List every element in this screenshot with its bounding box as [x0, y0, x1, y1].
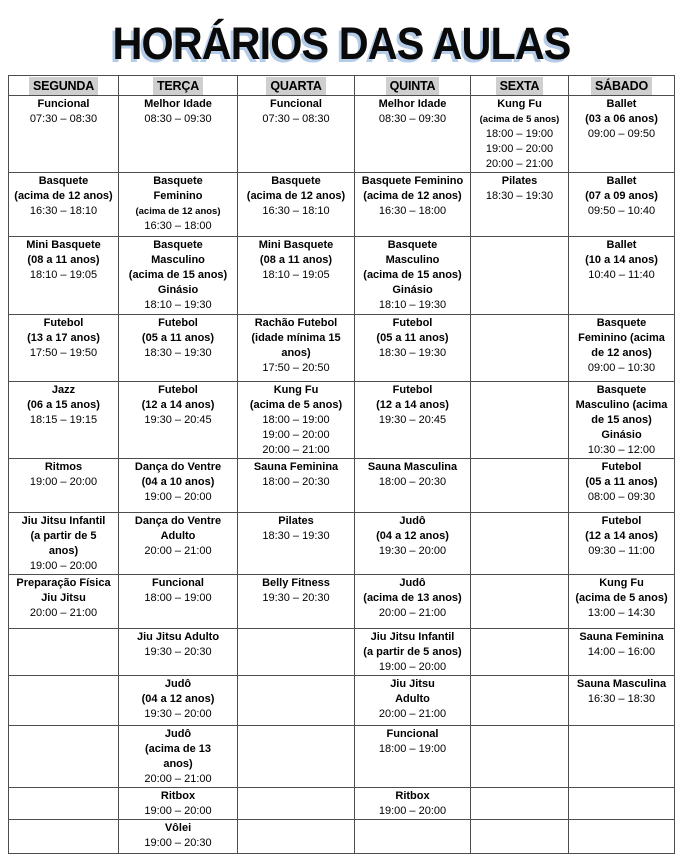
class-time-line: 19:30 – 20:00 — [378, 545, 447, 557]
class-cell — [9, 575, 119, 629]
class-name-line: Basquete — [596, 384, 647, 396]
class-cell — [9, 96, 119, 173]
class-time-line: 08:30 – 09:30 — [144, 113, 212, 125]
table-row — [9, 315, 675, 382]
class-cell — [119, 237, 238, 315]
class-cell — [355, 513, 471, 575]
class-name-line: Basquete — [387, 239, 438, 251]
class-time-line: 09:00 – 09:50 — [587, 128, 656, 140]
table-row — [9, 575, 675, 629]
class-name-line: Sauna Feminina — [253, 461, 339, 473]
class-time-line: 20:00 – 21:00 — [485, 158, 554, 170]
class-cell — [238, 382, 355, 459]
class-name-line: Dança do Ventre — [134, 515, 222, 527]
class-name-line: Masculino — [151, 254, 205, 266]
class-time-line: 18:10 – 19:30 — [144, 299, 212, 311]
class-cell — [238, 237, 355, 315]
day-header-row — [9, 76, 675, 96]
class-cell — [238, 173, 355, 237]
table-row — [9, 820, 675, 854]
empty-cell — [471, 726, 569, 788]
class-time-line: 09:00 – 10:30 — [587, 362, 656, 374]
class-name-line: (10 a 14 anos) — [585, 254, 658, 266]
class-time-line: 19:00 – 20:00 — [378, 805, 447, 817]
class-time-line: 18:00 – 19:00 — [485, 128, 554, 140]
class-time-line: 16:30 – 18:10 — [29, 205, 98, 217]
table-row — [9, 788, 675, 820]
empty-cell — [471, 629, 569, 676]
class-time-line: 10:40 – 11:40 — [588, 269, 655, 281]
class-name-line: Basquete Feminino — [361, 175, 464, 187]
class-name-line: Futebol — [43, 317, 84, 329]
class-time-line: 19:00 – 20:00 — [378, 661, 447, 673]
class-cell — [119, 788, 238, 820]
class-time-line: 19:00 – 20:00 — [29, 560, 98, 572]
class-name-line: Funcional — [386, 728, 439, 740]
class-time-line: 18:30 – 19:30 — [262, 530, 330, 542]
class-name-line: Adulto — [160, 530, 196, 542]
class-cell — [119, 820, 238, 854]
class-name-line: Judô — [164, 728, 192, 740]
class-time-line: 09:50 – 10:40 — [587, 205, 656, 217]
class-cell — [119, 96, 238, 173]
class-time-line: 19:00 – 20:00 — [144, 491, 212, 503]
class-time-line: 07:30 – 08:30 — [29, 113, 98, 125]
class-name-line: (04 a 12 anos) — [376, 530, 449, 542]
day-header-sexta — [471, 76, 569, 96]
class-cell — [355, 676, 471, 726]
class-name-line: (acima de 12 anos) — [135, 206, 221, 217]
class-name-line: Belly Fitness — [262, 577, 330, 589]
class-name-line: (acima de 15 anos) — [128, 269, 228, 281]
class-name-line: Judô — [164, 678, 192, 690]
class-time-line: 16:30 – 18:00 — [378, 205, 447, 217]
class-time-line: 18:10 – 19:05 — [262, 269, 330, 281]
class-name-line: Pilates — [501, 175, 538, 187]
class-time-line: 19:00 – 20:00 — [144, 805, 212, 817]
class-name-line: Ballet — [606, 175, 637, 187]
table-row — [9, 629, 675, 676]
class-name-line: Funcional — [37, 98, 90, 110]
empty-cell — [471, 676, 569, 726]
class-name-line: de 12 anos) — [591, 347, 652, 359]
empty-cell — [9, 788, 119, 820]
table-row — [9, 237, 675, 315]
class-name-line: (07 a 09 anos) — [585, 190, 658, 202]
class-name-line: Judô — [399, 577, 426, 589]
class-cell — [355, 96, 471, 173]
class-name-line: anos) — [48, 545, 79, 557]
class-name-line: (acima de 5 anos) — [575, 592, 668, 604]
class-name-line: Melhor Idade — [144, 98, 212, 110]
class-cell — [238, 459, 355, 513]
class-name-line: (a partir de 5 — [30, 530, 97, 542]
class-time-line: 20:00 – 21:00 — [144, 773, 212, 785]
class-cell — [355, 173, 471, 237]
class-time-line: 16:30 – 18:00 — [144, 220, 212, 232]
class-name-line: Dança do Ventre — [134, 461, 222, 473]
class-time-line: 18:00 – 20:30 — [378, 476, 447, 488]
class-name-line: Pilates — [278, 515, 314, 527]
class-name-line: Kung Fu — [599, 577, 644, 589]
class-time-line: 19:00 – 20:00 — [485, 143, 554, 155]
class-time-line: 19:00 – 20:00 — [262, 429, 330, 441]
class-cell — [355, 726, 471, 788]
class-time-line: 19:30 – 20:45 — [378, 414, 447, 426]
class-time-line: 19:30 – 20:00 — [144, 708, 212, 720]
class-name-line: Futebol — [158, 317, 198, 329]
class-name-line: Futebol — [601, 461, 642, 473]
empty-cell — [471, 820, 569, 854]
class-cell — [355, 575, 471, 629]
class-time-line: 13:00 – 14:30 — [587, 607, 656, 619]
table-row — [9, 676, 675, 726]
class-time-line: 18:30 – 19:30 — [485, 190, 554, 202]
class-cell — [119, 676, 238, 726]
class-time-line: 18:00 – 19:00 — [378, 743, 447, 755]
class-name-line: Jiu Jitsu — [390, 678, 435, 690]
class-name-line: Masculino (acima — [575, 399, 668, 411]
class-name-line: Ritbox — [395, 790, 430, 802]
empty-cell — [471, 788, 569, 820]
class-name-line: (12 a 14 anos) — [376, 399, 449, 411]
class-cell — [9, 513, 119, 575]
class-name-line: Basquete — [38, 175, 89, 187]
empty-cell — [471, 513, 569, 575]
empty-cell — [471, 459, 569, 513]
class-time-line: 20:00 – 21:00 — [378, 607, 447, 619]
class-cell — [9, 237, 119, 315]
class-name-line: Basquete — [596, 317, 647, 329]
class-name-line: Mini Basquete — [26, 239, 101, 251]
class-name-line: Feminino (acima — [578, 332, 665, 344]
class-name-line: (03 a 06 anos) — [585, 113, 658, 125]
class-cell — [569, 173, 675, 237]
class-time-line: 18:00 – 19:00 — [262, 414, 330, 426]
class-name-line: (05 a 11 anos) — [376, 332, 449, 344]
class-time-line: 19:00 – 20:00 — [29, 476, 98, 488]
class-name-line: (04 a 12 anos) — [141, 693, 215, 705]
class-cell — [119, 315, 238, 382]
class-time-line: 19:30 – 20:45 — [144, 414, 212, 426]
day-header-quinta — [355, 76, 471, 96]
empty-cell — [471, 237, 569, 315]
class-name-line: Masculino — [385, 254, 440, 266]
class-name-line: (12 a 14 anos) — [585, 530, 658, 542]
class-cell — [569, 315, 675, 382]
class-name-line: Sauna Masculina — [367, 461, 458, 473]
table-row — [9, 726, 675, 788]
empty-cell — [238, 676, 355, 726]
schedule-table — [8, 75, 675, 854]
class-name-line: Funcional — [152, 577, 204, 589]
day-header-label: QUINTA — [386, 77, 440, 95]
empty-cell — [238, 629, 355, 676]
class-time-line: 19:30 – 20:30 — [144, 646, 212, 658]
class-name-line: Kung Fu — [273, 384, 319, 396]
empty-cell — [238, 788, 355, 820]
class-name-line: (acima de 5 anos) — [479, 114, 560, 125]
class-name-line: Sauna Feminina — [579, 631, 664, 643]
class-cell — [569, 459, 675, 513]
class-cell — [569, 237, 675, 315]
class-name-line: Futebol — [158, 384, 198, 396]
class-cell — [119, 459, 238, 513]
class-name-line: Judô — [399, 515, 426, 527]
class-time-line: 20:00 – 21:00 — [29, 607, 98, 619]
class-time-line: 17:50 – 19:50 — [29, 347, 98, 359]
class-name-line: Jiu Jitsu — [41, 592, 86, 604]
class-name-line: (acima de 13 anos) — [363, 592, 462, 604]
class-name-line: Basquete — [271, 175, 321, 187]
class-name-line: (12 a 14 anos) — [141, 399, 215, 411]
class-time-line: 07:30 – 08:30 — [262, 113, 330, 125]
class-time-line: 20:00 – 21:00 — [144, 545, 212, 557]
empty-cell — [569, 726, 675, 788]
class-cell — [9, 173, 119, 237]
class-time-line: 16:30 – 18:10 — [262, 205, 330, 217]
class-name-line: (08 a 11 anos) — [259, 254, 333, 266]
class-name-line: Melhor Idade — [378, 98, 447, 110]
class-name-line: de 15 anos) — [591, 414, 652, 426]
class-name-line: Feminino — [153, 190, 203, 202]
class-name-line: Futebol — [601, 515, 642, 527]
class-cell — [119, 575, 238, 629]
class-name-line: anos) — [163, 758, 193, 770]
class-name-line: (acima de 5 anos) — [249, 399, 343, 411]
class-name-line: Mini Basquete — [258, 239, 334, 251]
day-header-segunda — [9, 76, 119, 96]
class-name-line: (05 a 11 anos) — [585, 476, 658, 488]
class-time-line: 20:00 – 21:00 — [262, 444, 330, 456]
class-cell — [355, 788, 471, 820]
class-cell — [471, 173, 569, 237]
schedule-page — [0, 20, 683, 856]
class-time-line: 18:10 – 19:05 — [29, 269, 98, 281]
class-cell — [9, 382, 119, 459]
class-cell — [119, 382, 238, 459]
empty-cell — [355, 820, 471, 854]
class-name-line: Jiu Jitsu Adulto — [136, 631, 220, 643]
class-cell — [569, 382, 675, 459]
class-cell — [355, 237, 471, 315]
class-name-line: Basquete — [153, 239, 203, 251]
class-name-line: Futebol — [392, 317, 433, 329]
class-time-line: 14:00 – 16:00 — [587, 646, 656, 658]
class-name-line: (acima de 13 — [144, 743, 212, 755]
empty-cell — [9, 726, 119, 788]
class-time-line: 18:00 – 19:00 — [144, 592, 212, 604]
table-row — [9, 173, 675, 237]
day-header-label: SEXTA — [496, 77, 544, 95]
class-time-line: 09:30 – 11:00 — [588, 545, 655, 557]
class-name-line: Jazz — [51, 384, 76, 396]
class-cell — [569, 513, 675, 575]
class-time-line: 16:30 – 18:30 — [587, 693, 656, 705]
class-cell — [569, 676, 675, 726]
empty-cell — [238, 726, 355, 788]
class-name-line: (acima de 12 anos) — [363, 190, 462, 202]
class-cell — [569, 629, 675, 676]
class-name-line: Ritbox — [160, 790, 196, 802]
class-name-line: (05 a 11 anos) — [141, 332, 215, 344]
class-name-line: (acima de 12 anos) — [14, 190, 113, 202]
class-name-line: Kung Fu — [497, 98, 542, 110]
class-name-line: anos) — [281, 347, 311, 359]
class-name-line: (06 a 15 anos) — [27, 399, 100, 411]
empty-cell — [471, 575, 569, 629]
class-name-line: Rachão Futebol — [254, 317, 338, 329]
day-header-sabado — [569, 76, 675, 96]
class-cell — [9, 459, 119, 513]
class-cell — [355, 382, 471, 459]
class-name-line: Futebol — [392, 384, 433, 396]
class-time-line: 18:10 – 19:30 — [378, 299, 447, 311]
class-time-line: 08:00 – 09:30 — [587, 491, 656, 503]
class-name-line: Jiu Jitsu Infantil — [21, 515, 106, 527]
class-time-line: 19:00 – 20:30 — [144, 837, 212, 849]
empty-cell — [569, 820, 675, 854]
table-row — [9, 513, 675, 575]
table-row — [9, 96, 675, 173]
class-name-line: Jiu Jitsu Infantil — [370, 631, 455, 643]
class-name-line: Funcional — [270, 98, 322, 110]
class-name-line: (08 a 11 anos) — [27, 254, 100, 266]
class-time-line: 18:30 – 19:30 — [144, 347, 212, 359]
class-cell — [238, 513, 355, 575]
schedule-body — [9, 96, 675, 854]
empty-cell — [9, 629, 119, 676]
class-cell — [471, 96, 569, 173]
day-header-label: SEGUNDA — [29, 77, 98, 95]
class-time-line: 08:30 – 09:30 — [378, 113, 447, 125]
class-name-line: Adulto — [395, 693, 430, 705]
class-time-line: 17:50 – 20:50 — [262, 362, 330, 374]
class-cell — [355, 459, 471, 513]
class-name-line: (acima de 15 anos) — [363, 269, 462, 281]
empty-cell — [471, 382, 569, 459]
empty-cell — [9, 676, 119, 726]
class-name-line: Ritmos — [44, 461, 83, 473]
class-cell — [119, 173, 238, 237]
day-header-quarta — [238, 76, 355, 96]
table-row — [9, 459, 675, 513]
day-header-label: TERÇA — [153, 77, 203, 95]
empty-cell — [238, 820, 355, 854]
empty-cell — [569, 788, 675, 820]
class-cell — [238, 96, 355, 173]
table-row — [9, 382, 675, 459]
class-name-line: Ginásio — [601, 429, 642, 441]
class-cell — [355, 629, 471, 676]
day-header-label: SÁBADO — [591, 77, 652, 95]
day-header-terca — [119, 76, 238, 96]
page-title: HORÁRIOS DAS AULAS — [112, 18, 571, 69]
class-name-line: Vôlei — [164, 822, 192, 834]
empty-cell — [9, 820, 119, 854]
class-name-line: (a partir de 5 anos) — [363, 646, 462, 658]
day-header-label: QUARTA — [266, 77, 325, 95]
class-name-line: Ballet — [606, 239, 637, 251]
class-name-line: Preparação Física — [16, 577, 111, 589]
class-time-line: 10:30 – 12:00 — [587, 444, 656, 456]
class-name-line: Ballet — [606, 98, 637, 110]
class-name-line: (04 a 10 anos) — [141, 476, 215, 488]
class-name-line: Ginásio — [392, 284, 433, 296]
class-name-line: Sauna Masculina — [576, 678, 667, 690]
class-cell — [355, 315, 471, 382]
class-cell — [238, 575, 355, 629]
class-time-line: 20:00 – 21:00 — [378, 708, 447, 720]
class-cell — [119, 629, 238, 676]
class-time-line: 19:30 – 20:30 — [262, 592, 330, 604]
class-cell — [238, 315, 355, 382]
class-cell — [569, 575, 675, 629]
class-name-line: (idade mínima 15 — [251, 332, 341, 344]
class-time-line: 18:00 – 20:30 — [262, 476, 330, 488]
class-time-line: 18:30 – 19:30 — [378, 347, 447, 359]
class-cell — [119, 726, 238, 788]
class-cell — [569, 96, 675, 173]
empty-cell — [471, 315, 569, 382]
class-time-line: 18:15 – 19:15 — [29, 414, 98, 426]
class-cell — [9, 315, 119, 382]
class-name-line: Basquete — [153, 175, 203, 187]
class-name-line: Ginásio — [157, 284, 199, 296]
class-name-line: (acima de 12 anos) — [246, 190, 346, 202]
class-cell — [119, 513, 238, 575]
class-name-line: (13 a 17 anos) — [27, 332, 100, 344]
